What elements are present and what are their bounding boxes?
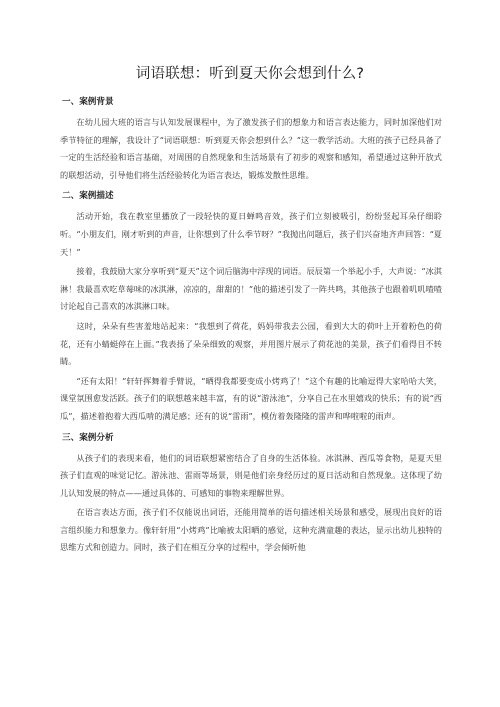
paragraph: 在幼儿园大班的语言与认知发展课程中，为了激发孩子们的想象力和语言表达能力，同时加深他们对季节特征的理解，我设计了“词语联想：听到夏天你会想到什么？”这一教学活动。大班的孩子已经具备了一定的生活经验和语言基础，对周围的自然现象和生活场景有了初步的观察和感知，希望通过这种开放式的联想活动，引导他们将生活经验转化为语言表达，锻炼发散性思维。: [60, 117, 442, 180]
paragraph: 接着，我鼓励大家分享听到“夏天”这个词后脑海中浮现的词语。辰辰第一个举起小手，大声说：“冰淇淋！我最喜欢吃草莓味的冰淇淋，凉凉的，甜甜的！”他的描述引发了一阵共鸣，其他孩子也跟着叽叽喳喳讨论起自己喜欢的冰淇淋口味。: [60, 266, 442, 312]
paragraph: 这时，朵朵有些害羞地站起来：“我想到了荷花，妈妈带我去公园，看到大大的荷叶上开着粉色的荷花，还有小蜻蜓停在上面。”我表扬了朵朵细致的观察，并用图片展示了荷花池的美景，孩子们看得目不转睛。: [60, 320, 442, 367]
paragraph: “还有太阳！”轩轩挥舞着手臂说，“晒得我都要变成小烤鸡了！”这个有趣的比喻逗得大家哈哈大笑，课堂氛围愈发活跃。孩子们的联想越来越丰富，有的说“游泳池”，分享自己在水里嬉戏的快乐；有的说“西瓜”，描述着抱着大西瓜啃的满足感；还有的说“雷雨”，模仿着轰隆隆的雷声和哗啦啦的雨声。: [60, 375, 442, 421]
paragraph: 从孩子们的表现来看，他们的词语联想紧密结合了自身的生活体验。冰淇淋、西瓜等食物，是夏天里孩子们直观的味觉记忆。游泳池、雷雨等场景，则是他们亲身经历过的夏日活动和自然现象。这体现了幼儿认知发展的特点——通过具体的、可感知的事物来理解世界。: [60, 452, 442, 498]
document-body: [60, 96, 442, 563]
paragraph: 在语言表达方面，孩子们不仅能说出词语，还能用简单的语句描述相关场景和感受，展现出良好的语言组织能力和想象力。像轩轩用“小烤鸡”比喻被太阳晒的感觉，这种充满童趣的表达，显示出幼儿独特的思维方式和创造力。同时，孩子们在相互分享的过程中，学会倾听他: [60, 507, 442, 553]
section-heading: 二、案例描述: [62, 191, 114, 202]
paragraph: 活动开始，我在教室里播放了一段轻快的夏日蝉鸣音效，孩子们立刻被吸引，纷纷竖起耳朵仔细聆听。“小朋友们，刚才听到的声音，让你想到了什么季节呀？”我抛出问题后，孩子们兴奋地齐声回答：“夏天！”: [60, 211, 442, 257]
section-analysis: [60, 432, 442, 558]
section-heading: 一、案例背景: [62, 97, 114, 107]
section-description: [60, 190, 442, 425]
section-background: [60, 96, 442, 184]
document-title: 词语联想：听到夏天你会想到什么?: [135, 66, 365, 82]
section-heading: 三、案例分析: [62, 432, 114, 443]
